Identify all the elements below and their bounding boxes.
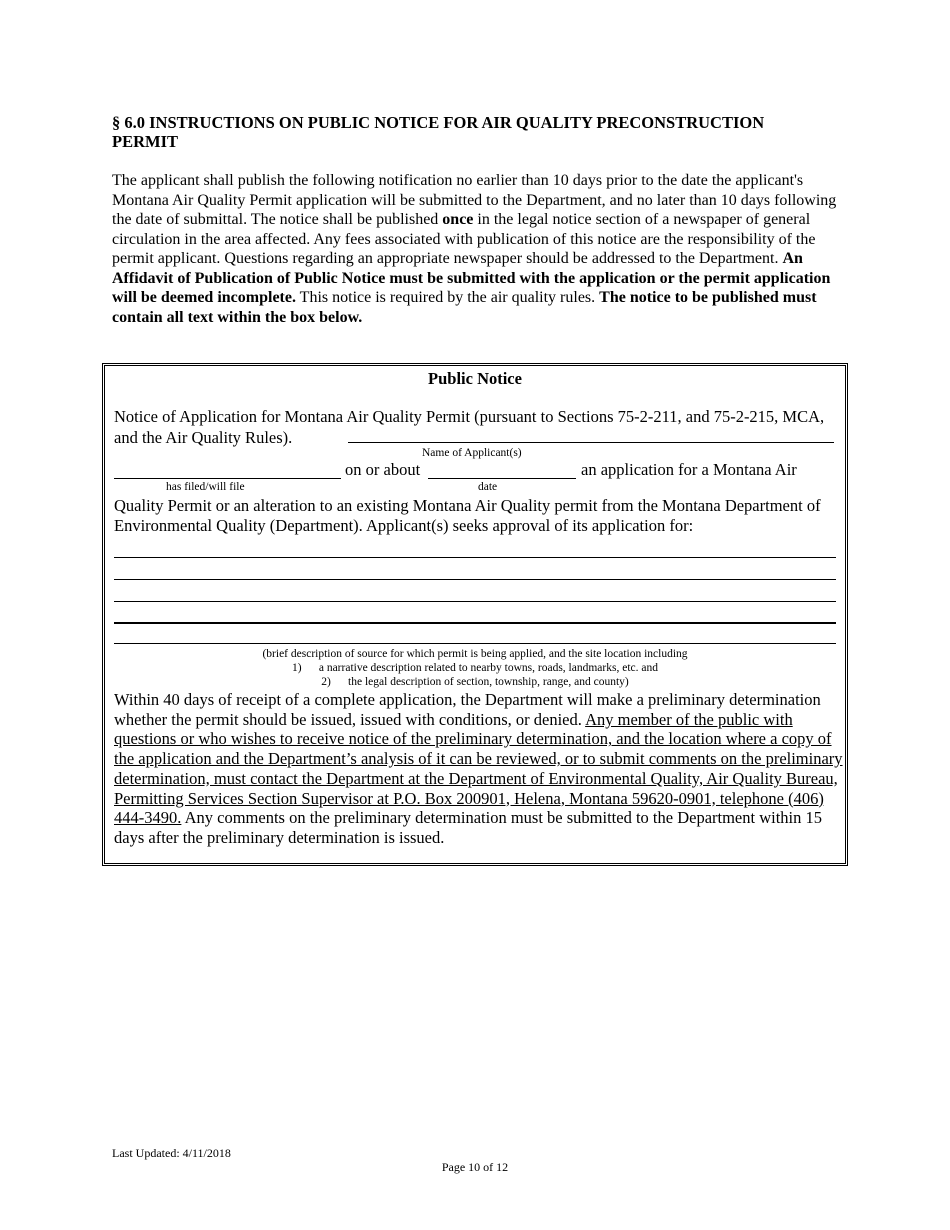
applicant-name-blank[interactable] (348, 442, 834, 443)
description-line-4[interactable] (114, 622, 836, 624)
date-label: date (478, 481, 498, 493)
intro-text-3: This notice is required by the air quality rules. (295, 289, 600, 306)
intro-text-2: in the legal notice section of a newspaper of general circulation in the area affected. Any fees associated with publication of this notice are the responsibility of the permit applicant. Questions regarding an appropriate newspaper should be addressed to the Department. (112, 211, 816, 267)
contact-instructions: Any member of the public with questions or who wishes to receive notice of the preliminary determination, and the location where a copy of the application and the Department’s analysis of it can be reviewed, or to submit comments on the preliminary determination, must contact the Department at the Department of Environmental Quality, Air Quality Bureau, Permitting Services Section Supervisor at P.O. Box 200901, Helena, Montana 59620-0901, telephone (406) 444-3490. (114, 709, 843, 828)
description-note-1: (brief description of source for which permit is being applied, and the site location including (262, 648, 688, 660)
public-notice-box (102, 363, 848, 866)
intro-bold-once: once (442, 211, 474, 228)
filed-blank[interactable] (114, 478, 341, 479)
application-for-text: an application for a Montana Air (581, 460, 797, 479)
determination-intro: Within 40 days of receipt of a complete application, the Department will make a preliminary determination whether the permit should be issued, issued with conditions, or denied. (114, 690, 821, 729)
filed-label: has filed/will file (166, 481, 245, 493)
notice-determination-text (114, 690, 844, 848)
description-line-1[interactable] (114, 557, 836, 558)
description-line-5[interactable] (114, 643, 836, 644)
description-note-2: 1) a narrative description related to nearby towns, roads, landmarks, etc. and (292, 662, 658, 674)
date-blank[interactable] (428, 478, 576, 479)
notice-intro-sentence: Notice of Application for Montana Air Quality Permit (pursuant to Sections 75-2-211, and 75-2-215, MCA, and the Air Quality Rules). (114, 407, 825, 447)
description-note-3: 2) the legal description of section, township, range, and county) (321, 676, 629, 688)
description-line-3[interactable] (114, 601, 836, 602)
instructions-paragraph (112, 171, 840, 327)
applicant-name-label: Name of Applicant(s) (422, 447, 522, 459)
comment-deadline: Any comments on the preliminary determination must be submitted to the Department within 15 days after the preliminary determination is issued. (114, 808, 823, 847)
on-or-about-text: on or about (345, 460, 421, 479)
notice-application-text: Quality Permit or an alteration to an existing Montana Air Quality permit from the Montana Department of Environmental Quality (Department). Applicant(s) seeks approval of its application for: (114, 496, 821, 535)
intro-text-1: The applicant shall publish the following notification no earlier than 10 days prior to the date the applicant's Montana Air Quality Permit application will be submitted to the Department, and no later than 10 days following the date of submittal. The notice shall be published (112, 172, 837, 228)
section-heading: § 6.0 INSTRUCTIONS ON PUBLIC NOTICE FOR AIR QUALITY PRECONSTRUCTION PERMIT (112, 113, 765, 151)
page-number: Page 10 of 12 (441, 1160, 509, 1174)
description-line-2[interactable] (114, 579, 836, 580)
public-notice-title: Public Notice (428, 369, 522, 388)
intro-bold-notice: The notice to be published must contain all text within the box below. (112, 289, 817, 326)
last-updated: Last Updated: 4/11/2018 (112, 1146, 231, 1160)
intro-bold-affidavit: An Affidavit of Publication of Public Notice must be submitted with the application or the permit application will be deemed incomplete. (112, 250, 831, 306)
